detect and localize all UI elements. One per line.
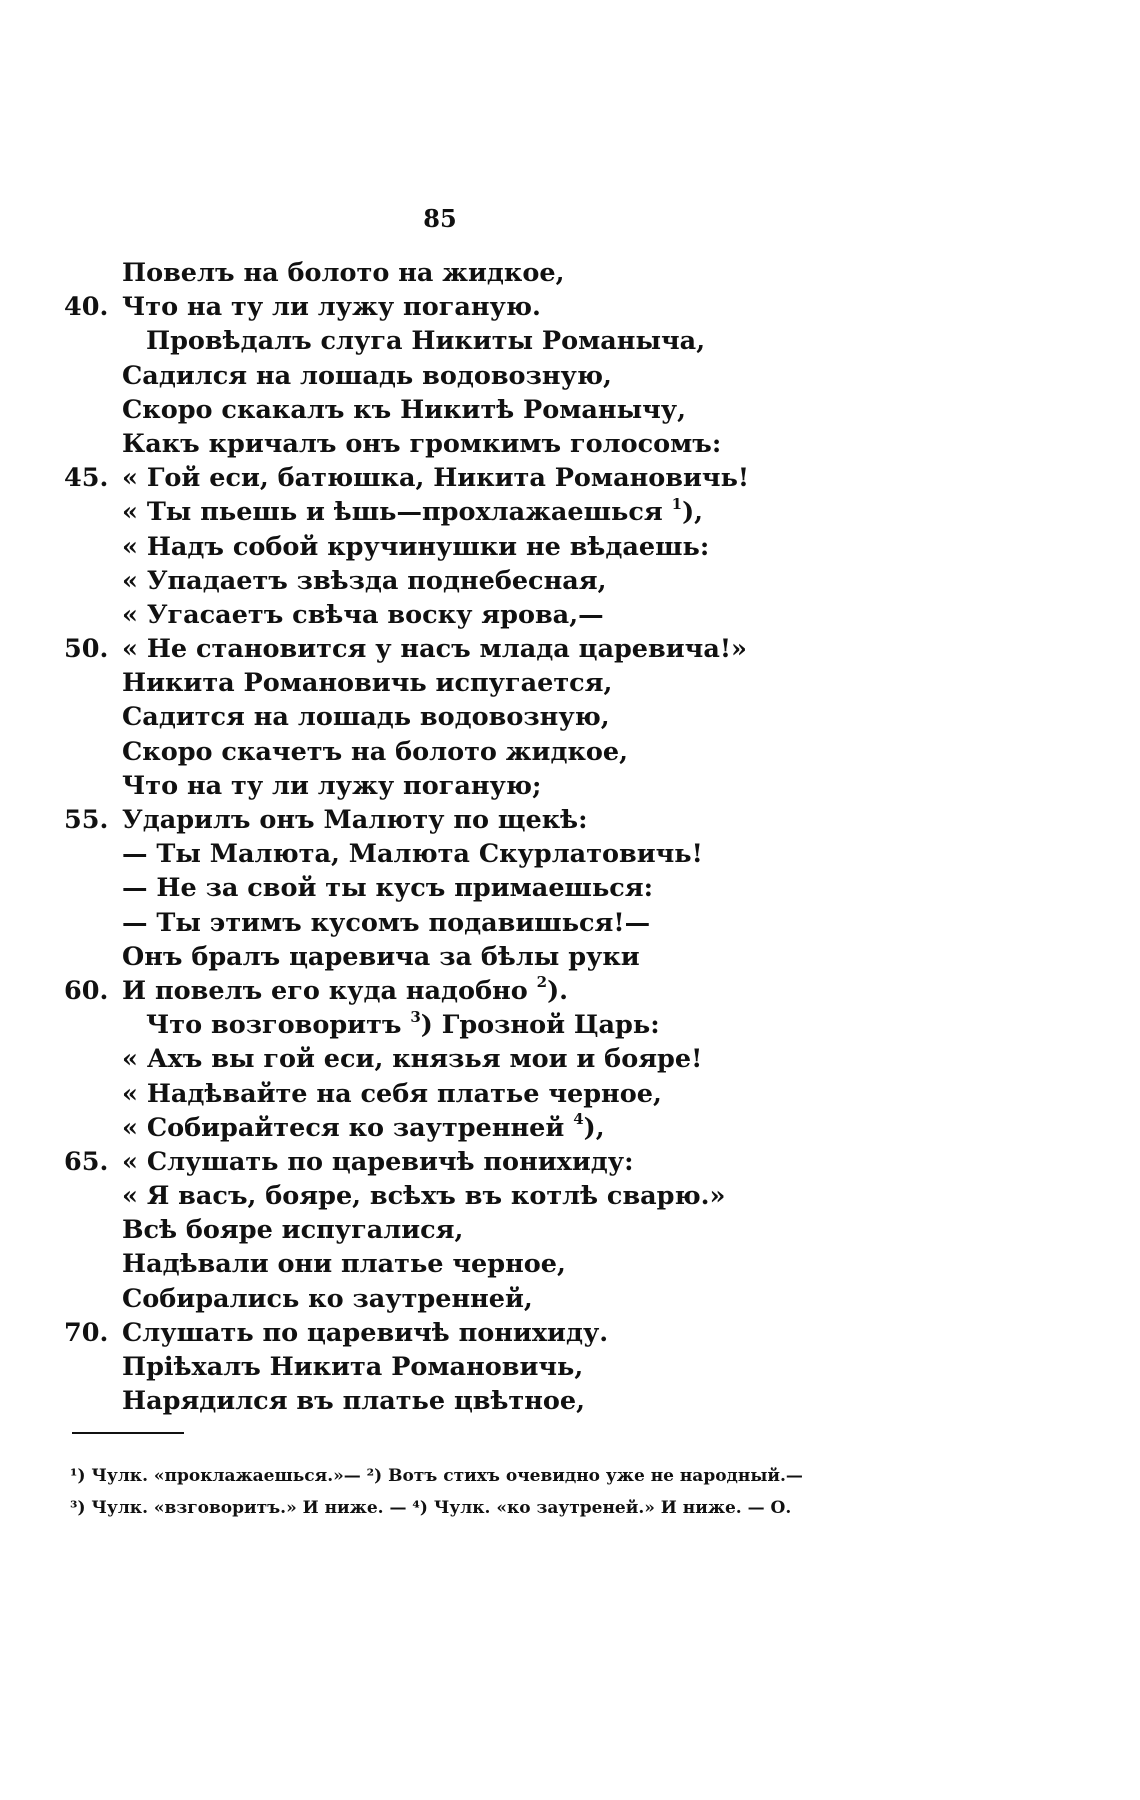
verse-text (122, 666, 612, 700)
verse-text-body: Ударилъ онъ Малюту по щекѣ: (122, 805, 588, 835)
verse-text-tail: ), (583, 1112, 605, 1143)
verse-text-body: Повелъ на болото на жидкое, (122, 258, 565, 288)
verse-line (0, 666, 1140, 700)
verse-text (122, 700, 610, 734)
verse-text (146, 1008, 660, 1042)
verse-text-body: Слушать по царевичѣ понихиду. (122, 1317, 609, 1348)
verse-text-body: Всѣ бояре испугалися, (122, 1215, 464, 1246)
verse-text-body: « Ты пьешь и ѣшь—прохлажаешься (122, 497, 663, 528)
verse-line (0, 598, 1140, 632)
line-number: 55. (64, 805, 109, 835)
verse-line (0, 906, 1140, 940)
footnote-marker: 4 (573, 1110, 584, 1129)
verse-text (122, 837, 703, 871)
verse-text (122, 940, 640, 974)
verse-line (0, 700, 1140, 734)
footnote-line: ³) Чулк. «взговоритъ.» И ниже. — ⁴) Чулк. «ко заутреней.» И ниже. — О. (70, 1498, 792, 1518)
verse-line (0, 256, 1140, 290)
verse-line (0, 427, 1140, 461)
verse-text (122, 1111, 605, 1145)
verse-line (0, 1111, 1140, 1145)
verse-text (122, 1247, 566, 1281)
verse-line (0, 495, 1140, 529)
line-number: 60. (64, 975, 109, 1006)
verse-line (0, 1145, 1140, 1179)
verse-text (122, 1042, 702, 1076)
verse-text-body: « Я васъ, бояре, всѣхъ въ котлѣ сварю.» (122, 1181, 726, 1212)
verse-text-body: Какъ кричалъ онъ громкимъ голосомъ: (122, 428, 722, 459)
verse-text (122, 974, 568, 1008)
verse-text-body: « Ахъ вы гой еси, князья мои и бояре! (122, 1044, 703, 1075)
verse-line (0, 803, 1140, 837)
verse-line (0, 530, 1140, 564)
verse-line (0, 1350, 1140, 1384)
verse-text-body: Скоро скакалъ къ Никитѣ Романычу, (122, 394, 687, 425)
verse-text (122, 461, 749, 495)
footnote-marker: 3 (410, 1007, 421, 1026)
verse-text (122, 290, 541, 324)
verse-text-body: Что на ту ли лужу поганую. (122, 292, 541, 323)
verse-text-body: И повелъ его куда надобно (122, 975, 528, 1006)
verse-text (122, 632, 747, 666)
verse-text (122, 495, 703, 529)
verse-line (0, 1008, 1140, 1042)
verse-text-body: « Не становится у насъ млада царевича!» (122, 634, 747, 665)
verse-line (0, 837, 1140, 871)
verse-text-tail: ) Грозной Царь: (420, 1010, 660, 1041)
verse-line (0, 1384, 1140, 1418)
verse-text (122, 803, 588, 837)
verse-text-body: Собирались ко заутренней, (122, 1283, 533, 1314)
verse-text-tail: ), (682, 497, 704, 528)
verse-text-body: Скоро скачетъ на болото жидкое, (122, 736, 628, 767)
verse-text (122, 871, 653, 905)
verse-text (122, 359, 612, 393)
verse-line (0, 632, 1140, 666)
verse-text (122, 1282, 533, 1316)
verse-text (122, 1213, 463, 1247)
verse-text-body: « Надъ собой кручинушки не вѣдаешь: (122, 531, 710, 562)
verse-text-body: « Упадаетъ звѣзда поднебесная, (122, 565, 607, 596)
verse-text-body: Что возговоритъ (146, 1010, 402, 1041)
verse-text (122, 598, 604, 632)
verse-text (122, 530, 709, 564)
verse-line (0, 324, 1140, 358)
verse-text (146, 324, 705, 358)
verse-text-body: Пріѣхалъ Никита Романовичь, (122, 1352, 584, 1382)
verse-text (122, 393, 686, 427)
verse-text-body: « Угасаетъ свѣча воску ярова,— (122, 599, 604, 630)
verse-line (0, 461, 1140, 495)
verse-line (0, 1247, 1140, 1281)
verse-text (122, 1179, 725, 1213)
footnotes (70, 1460, 970, 1524)
poem-text (0, 256, 1140, 1418)
verse-text (122, 1350, 583, 1384)
verse-line (0, 940, 1140, 974)
verse-text (122, 735, 628, 769)
verse-text-body: Нарядился въ платье цвѣтное, (122, 1386, 586, 1417)
verse-text-body: — Ты этимъ кусомъ подавишься!— (122, 907, 651, 938)
verse-text (122, 1077, 662, 1111)
verse-text-body: « Гой еси, батюшка, Никита Романовичь! (122, 463, 750, 494)
verse-line (0, 735, 1140, 769)
page-number: 85 (423, 204, 457, 233)
line-number: 45. (64, 463, 109, 494)
verse-text-body: « Собирайтеся ко заутренней (122, 1112, 565, 1143)
verse-line (0, 1316, 1140, 1350)
line-number: 50. (64, 634, 109, 665)
footnote-marker: 2 (536, 973, 548, 992)
verse-line (0, 1179, 1140, 1213)
verse-text-body: Онъ бралъ царевича за бѣлы руки (122, 941, 640, 972)
verse-text (122, 1384, 585, 1418)
verse-text (122, 1145, 634, 1179)
verse-text-body: « Надѣвайте на себя платье черное, (122, 1078, 662, 1109)
footnote-line: ¹) Чулк. «проклажаешься.»— ²) Вотъ стихъ очевидно уже не народный.— (70, 1466, 803, 1486)
verse-text (122, 906, 650, 940)
verse-text (122, 256, 564, 290)
verse-line (0, 359, 1140, 393)
verse-text-body: Провѣдалъ слуга Никиты Романыча, (146, 326, 706, 357)
verse-line (0, 1077, 1140, 1111)
verse-text-body: — Не за свой ты кусъ примаешься: (122, 873, 654, 904)
verse-text-body: Что на ту ли лужу поганую; (122, 770, 542, 801)
verse-text (122, 564, 607, 598)
footnote-divider (72, 1432, 184, 1434)
verse-text-tail: ). (547, 975, 569, 1006)
line-number: 40. (64, 292, 109, 323)
verse-line (0, 974, 1140, 1008)
verse-line (0, 564, 1140, 598)
verse-line (0, 769, 1140, 803)
verse-text-body: Никита Романовичь испугается, (122, 668, 613, 699)
verse-text-body: Надѣвали они платье черное, (122, 1249, 566, 1280)
verse-text (122, 1316, 608, 1350)
verse-text-body: Садился на лошадь водовозную, (122, 360, 612, 391)
line-number: 70. (64, 1317, 109, 1348)
line-number: 65. (64, 1146, 109, 1177)
verse-text (122, 427, 721, 461)
verse-text-body: « Слушать по царевичѣ понихиду: (122, 1146, 634, 1177)
verse-text-body: Садится на лошадь водовозную, (122, 702, 610, 733)
verse-line (0, 1042, 1140, 1076)
verse-line (0, 1282, 1140, 1316)
verse-text (122, 769, 541, 803)
footnote-marker: 1 (671, 494, 683, 513)
verse-line (0, 290, 1140, 324)
verse-text-body: — Ты Малюта, Малюта Скурлатовичь! (122, 839, 703, 870)
verse-line (0, 393, 1140, 427)
verse-line (0, 871, 1140, 905)
verse-line (0, 1213, 1140, 1247)
